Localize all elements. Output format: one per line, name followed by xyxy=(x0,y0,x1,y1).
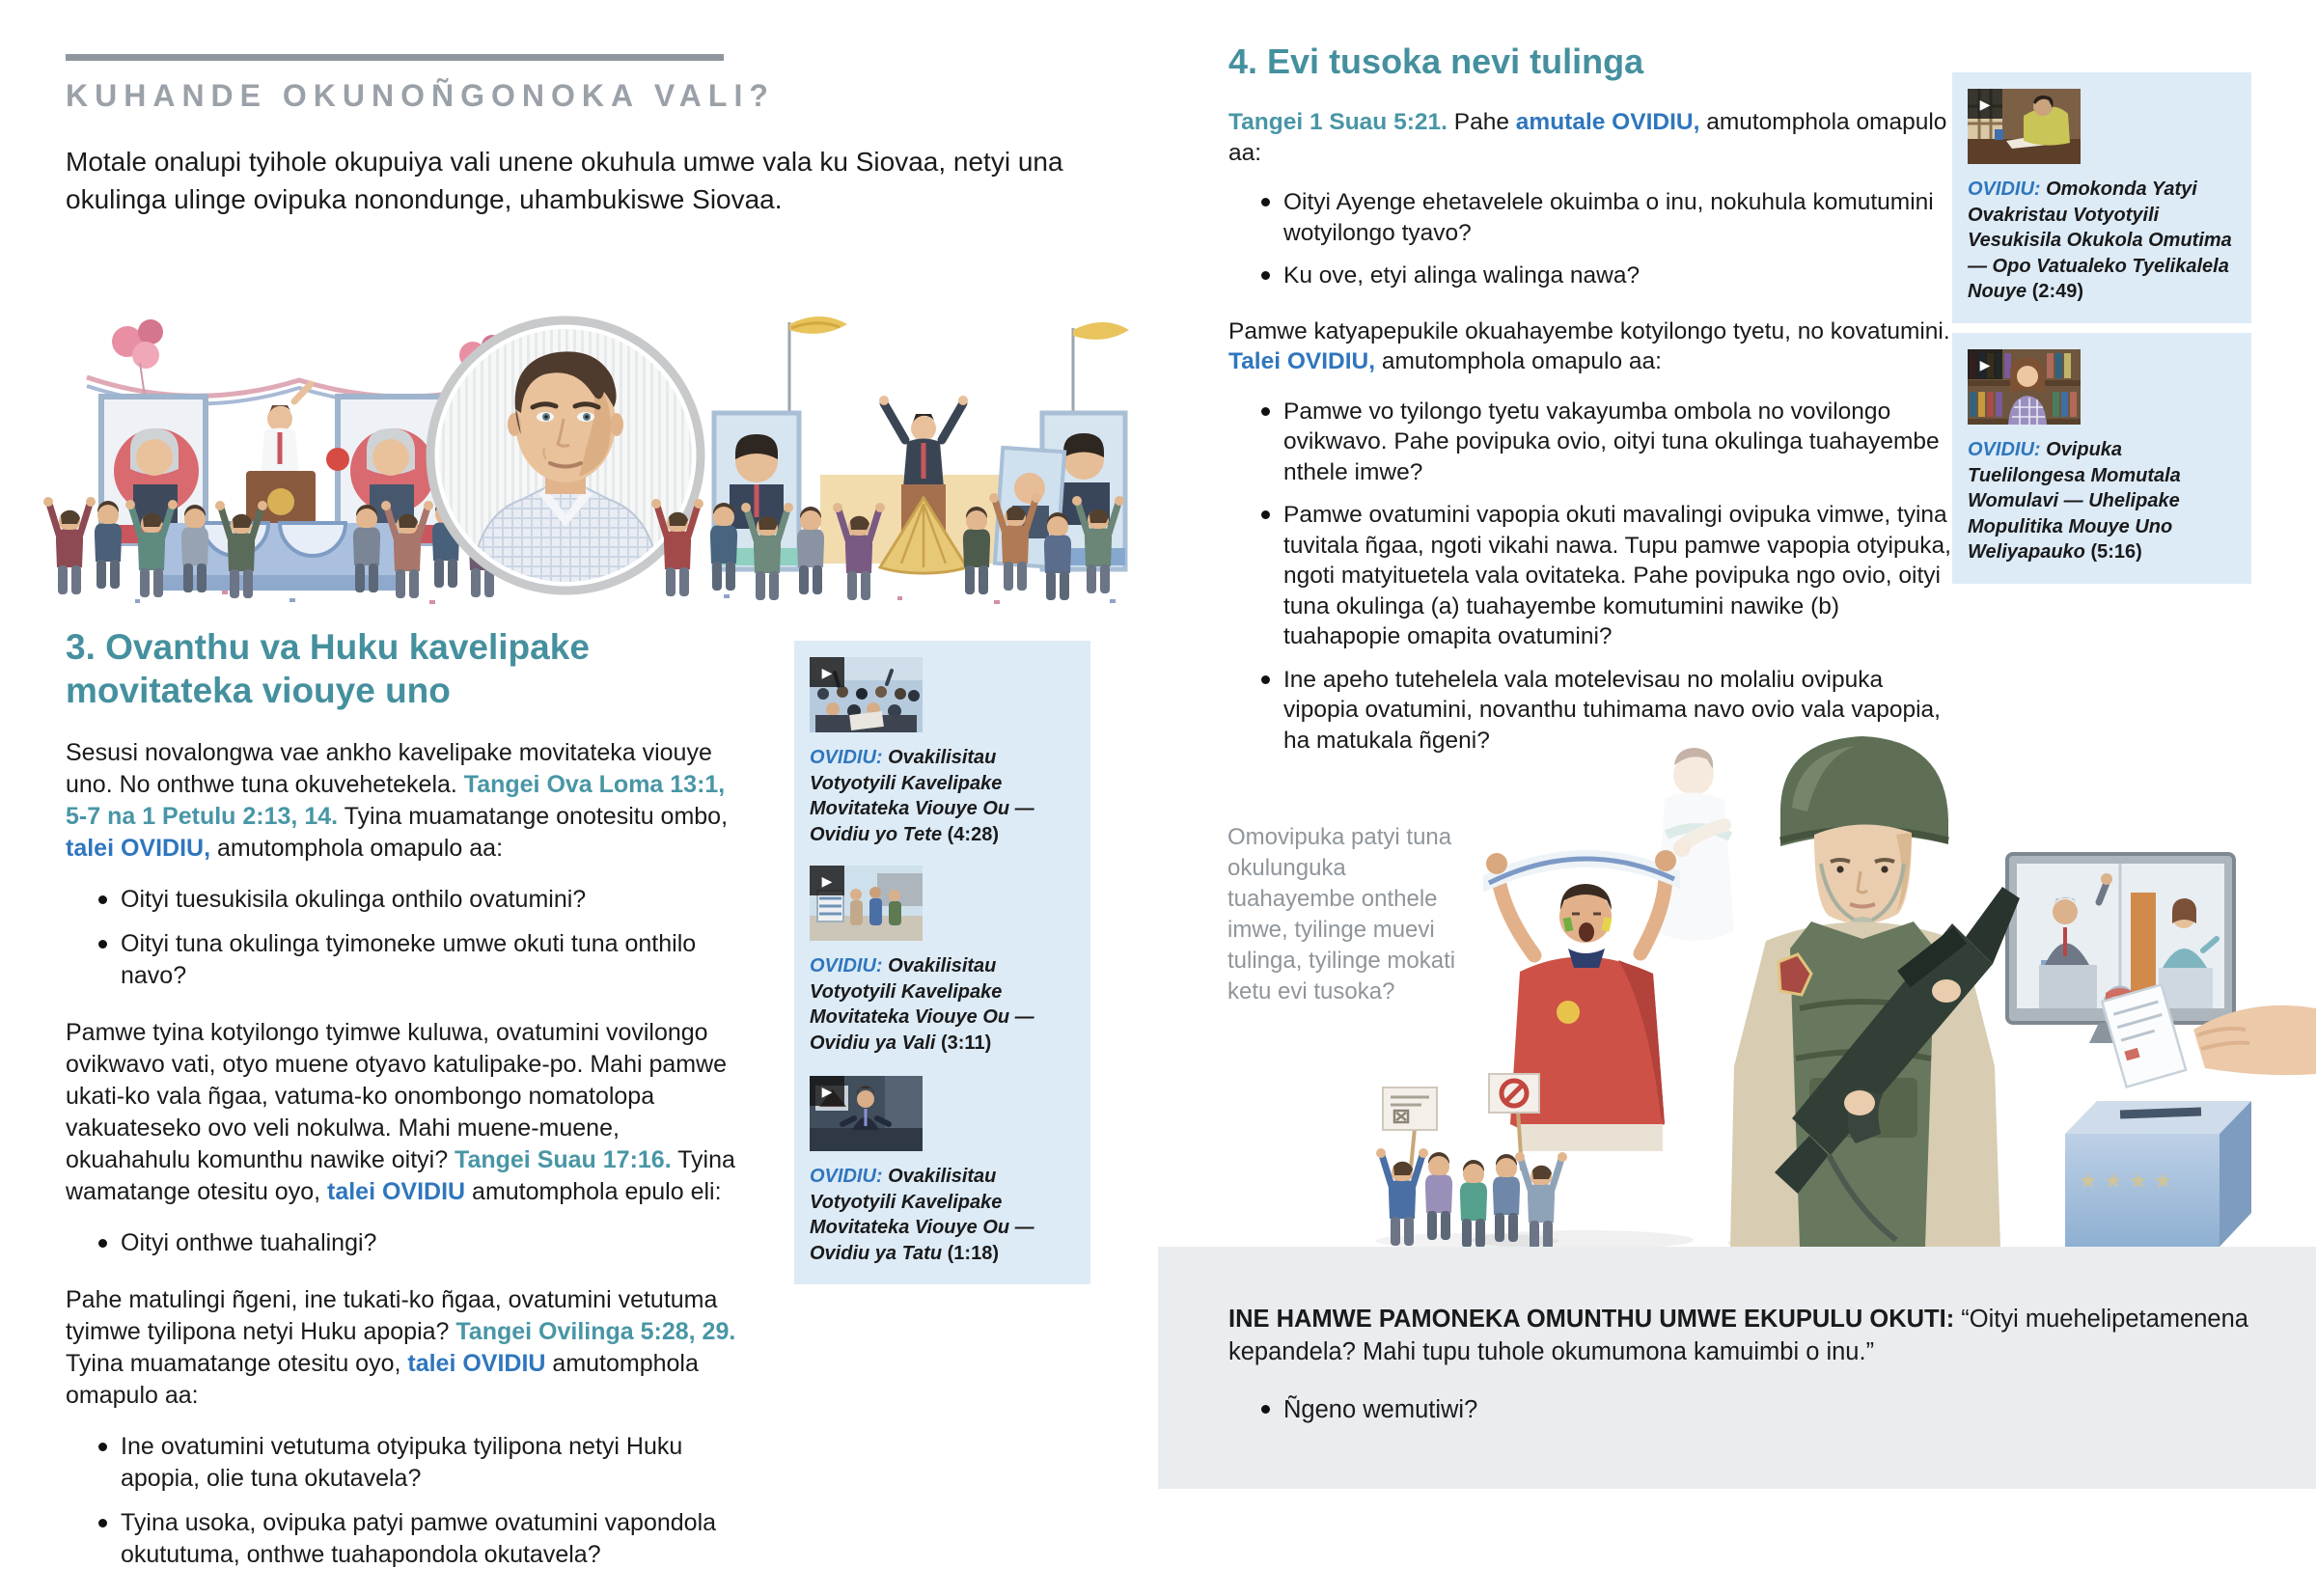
video-link[interactable]: talei OVIDIU xyxy=(407,1350,546,1377)
video-label: OVIDIU: xyxy=(1968,179,2041,200)
body-text: amutomphola omapulo aa: xyxy=(1228,109,1947,166)
video-duration: (3:11) xyxy=(940,1032,992,1054)
scripture-link[interactable]: Tangei Suau 17:16. xyxy=(455,1146,672,1173)
bullet-list xyxy=(66,884,741,992)
bullet-item: Oityi Ayenge ehetavelele okuimba o inu, nokuhula komutumini wotyilongo tyavo? xyxy=(1261,187,1954,248)
video-link[interactable]: Talei OVIDIU, xyxy=(1228,348,1376,374)
bullet-item: Ñgeno wemutiwi? xyxy=(1261,1393,2248,1426)
video-thumbnail-street xyxy=(810,866,923,941)
bullet-item: Tyina usoka, ovipuka patyi pamwe ovatumini vapondola okututuma, onthwe tuahapondola okutavela? xyxy=(98,1507,741,1571)
body-text: amutomphola omapulo aa: xyxy=(66,1350,699,1409)
play-icon[interactable]: ▶ xyxy=(1968,349,2002,379)
video-thumbnail-crowd xyxy=(810,657,923,732)
article-kicker: KUHANDE OKUNOÑGONOKA VALI? xyxy=(66,78,775,113)
paragraph xyxy=(66,1017,741,1208)
paragraph xyxy=(1228,107,1954,168)
pledging-boy xyxy=(1657,748,1734,941)
video-thumbnail-woman-bookshelf xyxy=(1968,349,2081,425)
portrait-man xyxy=(430,320,701,591)
body-text: Pahe xyxy=(1447,109,1516,135)
video-caption[interactable] xyxy=(1968,437,2236,565)
question-paragraph xyxy=(1228,1303,2248,1368)
article-header xyxy=(66,54,1108,218)
bullet-item: Pamwe vo tyilongo tyetu vakayumba ombola no vovilongo ovikwavo. Pahe povipuka ovio, oityi tuna okulinga tuahayembe nthele imwe? xyxy=(1261,397,1954,488)
bullet-item: Pamwe ovatumini vapopia okuti mavalingi ovipuka vimwe, tyina tuvitala ñgaa, ngoti vikahi nawa. Tupu pamwe vapopia otyipuka, ngoti matyituetela vala ovitateka. Pahe povipuka ngo ovio, oityi tuna okulinga (a) tuahayembe komutumini nawike (b) tuahapopie omapita ovatumini? xyxy=(1261,500,1954,652)
video-duration: (4:28) xyxy=(947,823,999,845)
bullet-list xyxy=(1228,1393,2248,1426)
video-card[interactable] xyxy=(794,641,1090,866)
scripture-link[interactable]: Tangei Ova Loma 13:1, 5-7 na 1 Petulu 2:13, 14. xyxy=(66,771,726,830)
video-caption[interactable] xyxy=(810,953,1075,1056)
bullet-list xyxy=(1228,187,1954,291)
body-text: Sesusi novalongwa vae ankho kavelipake movitateka viouye uno. No onthwe tuna okuvehetekela. xyxy=(66,739,712,798)
intro-paragraph: Motale onalupi tyihole okupuiya vali unene okuhula umwe vala ku Siovaa, netyi una okulinga ulinge ovipuka nonondunge, uhambukiswe Siovaa. xyxy=(66,147,1063,214)
confetti xyxy=(724,594,1116,604)
body-text: amutomphola omapulo aa: xyxy=(1375,348,1662,374)
bullet-item: Ine ovatumini vetutuma otyipuka tyilipona netyi Huku apopia, olie tuna okutavela? xyxy=(98,1431,741,1495)
bullet-list xyxy=(66,1227,741,1259)
body-text: Pahe matulingi ñgeni, ine tukati-ko ñgaa, ovatumini vetutuma tyimwe tyilipona netyi Huku apopia? xyxy=(66,1286,718,1345)
video-card[interactable] xyxy=(794,1059,1090,1284)
video-caption[interactable] xyxy=(810,1164,1075,1266)
bullet-list xyxy=(1228,397,1954,757)
video-duration: (5:16) xyxy=(2090,541,2142,563)
paragraph xyxy=(1228,316,1954,377)
video-card[interactable] xyxy=(1952,333,2251,584)
bullet-item: Oityi onthwe tuahalingi? xyxy=(98,1227,741,1259)
video-caption[interactable] xyxy=(1968,177,2236,305)
video-duration: (1:18) xyxy=(947,1242,999,1264)
bullet-item: Oityi tuna okulinga tyimoneke umwe okuti tuna onthilo navo? xyxy=(98,928,741,992)
question-quote: “Oityi muehelipetamenena kepandela? Mahi tupu tuhole okumumona kamuimbi o inu.” xyxy=(1228,1306,2248,1365)
question-lead: INE HAMWE PAMONEKA OMUNTHU UMWE EKUPULU OKUTI: xyxy=(1228,1306,1955,1333)
video-label: OVIDIU: xyxy=(810,747,883,768)
bullet-list xyxy=(66,1431,741,1571)
section-4-heading: 4. Evi tusoka nevi tulinga xyxy=(1228,41,1644,81)
bullet-item: Ku ove, etyi alinga walinga nawa? xyxy=(1261,261,1954,291)
scripture-link[interactable]: Tangei 1 Suau 5:21. xyxy=(1228,109,1448,135)
video-card[interactable] xyxy=(1952,72,2251,323)
video-title: Ovakilisitau Votyotyili Kavelipake Movitateka Viouye Ou — Ovidiu ya Tatu xyxy=(810,1166,1034,1264)
body-text: amutomphola epulo eli: xyxy=(465,1178,722,1205)
paragraph xyxy=(66,737,741,865)
video-title: Ovakilisitau Votyotyili Kavelipake Movitateka Viouye Ou — Ovidiu yo Tete xyxy=(810,747,1034,845)
body-text: Pamwe katyapepukile okuahayembe kotyilongo tyetu, no kovatumini. xyxy=(1228,317,1950,344)
paragraph xyxy=(66,1284,741,1412)
video-label: OVIDIU: xyxy=(810,1166,883,1187)
illustration-caption: Omovipuka patyi tuna okulunguka tuahayembe onthele imwe, tyilinge muevi tulinga, tyilinge mokati ketu evi tusoka? xyxy=(1227,824,1456,1004)
play-icon[interactable]: ▶ xyxy=(810,657,844,687)
video-thumbnail-man-writing xyxy=(1968,89,2081,164)
rally-illustration xyxy=(48,305,1129,606)
video-title: Ovipuka Tuelilongesa Momutala Womulavi — Uhelipake Mopulitika Mouye Uno Weliyapauko xyxy=(1968,439,2181,563)
soldier xyxy=(1730,736,2020,1247)
video-title: Ovakilisitau Votyotyili Kavelipake Movitateka Viouye Ou — Ovidiu ya Vali xyxy=(810,955,1034,1054)
right-rally-scene xyxy=(651,316,1129,604)
section-3-heading: 3. Ovanthu va Huku kavelipake movitateka viouye uno xyxy=(66,627,590,710)
video-link[interactable]: amutale OVIDIU, xyxy=(1515,109,1700,135)
header-rule xyxy=(66,54,724,61)
question-box xyxy=(1158,1247,2316,1489)
body-text: Tyina muamatange onotesitu ombo, xyxy=(338,803,729,830)
video-duration: (2:49) xyxy=(2031,281,2084,302)
civic-duties-illustration xyxy=(1375,719,2316,1247)
confetti xyxy=(135,591,435,604)
body-text: Pamwe tyina kotyilongo tyimwe kuluwa, ovatumini vovilongo ovikwavo vati, otyo muene otyavo katulipake-po. Mahi pamwe ukati-ko vala ñgaa, vatuma-ko onombongo nomatolopa vakuateseko ovo veli nokulwa. Mahi muene-muene, okuahahulu komunthu nawike oityi? xyxy=(66,1019,728,1173)
left-text-column xyxy=(66,625,741,1596)
play-icon[interactable]: ▶ xyxy=(810,1076,844,1106)
scripture-link[interactable]: Tangei Ovilinga 5:28, 29. xyxy=(455,1318,736,1345)
video-label: OVIDIU: xyxy=(810,955,883,977)
video-link[interactable]: talei OVIDIU xyxy=(327,1178,466,1205)
bullet-item: Ine apeho tutehelela vala motelevisau no molaliu ovipuka vipopia ovatumini, novanthu tuhimama navo ovio vala vapopia, ha matukala ñgeni? xyxy=(1261,665,1954,757)
ballot-box-stars: ★ ★ ★ ★ xyxy=(2079,1169,2173,1193)
right-text-column xyxy=(1228,41,1954,781)
protesters xyxy=(1376,1074,1567,1250)
body-text: amutomphola omapulo aa: xyxy=(210,835,504,862)
bullet-item: Oityi tuesukisila okulinga onthilo ovatumini? xyxy=(98,884,741,916)
body-text: Tyina wamatange otesitu oyo, xyxy=(66,1146,735,1205)
play-icon[interactable]: ▶ xyxy=(1968,89,2002,119)
body-text: Tyina muamatange otesitu oyo, xyxy=(66,1350,408,1377)
video-link[interactable]: talei OVIDIU, xyxy=(66,835,211,862)
video-label: OVIDIU: xyxy=(1968,439,2041,460)
play-icon[interactable]: ▶ xyxy=(810,866,844,895)
red-balloon xyxy=(326,448,349,471)
video-title: Omokonda Yatyi Ovakristau Votyotyili Vesukisila Okukola Omutima — Opo Vatualeko Tyelikalela Nouye xyxy=(1968,179,2232,302)
video-caption[interactable] xyxy=(810,745,1075,847)
video-card[interactable] xyxy=(794,849,1090,1074)
video-thumbnail-news-anchor xyxy=(810,1076,923,1151)
